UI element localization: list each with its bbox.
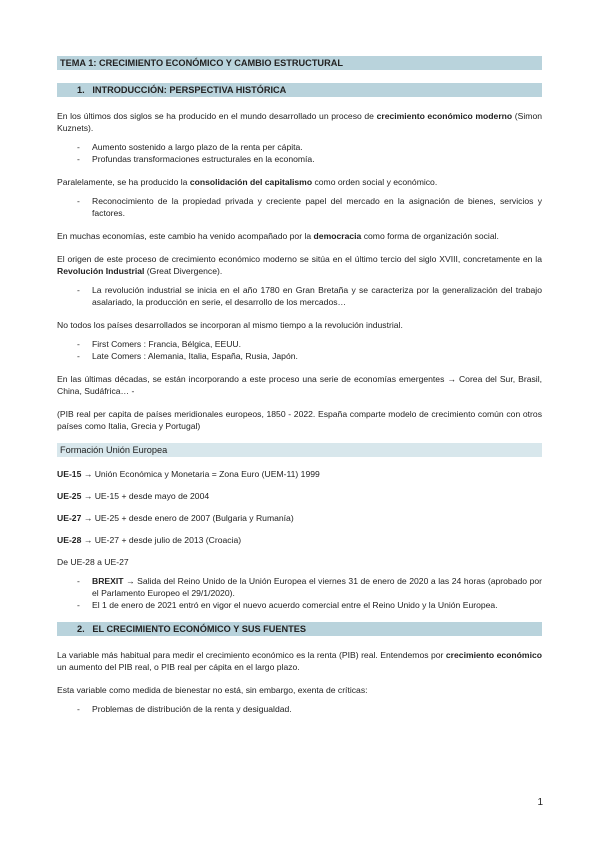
eu-line-ue27: UE-27 → UE-25 + desde enero de 2007 (Bulgaria y Rumanía): [57, 513, 294, 523]
list-3: [57, 284, 542, 308]
paragraph-2: Paralelamente, se ha producido la consolidación del capitalismo como orden social y económico.: [57, 177, 438, 187]
list-1: [57, 141, 542, 165]
page-number: 1: [537, 797, 543, 808]
paragraph-8: De UE-28 a UE-27: [57, 557, 129, 567]
list-item-brexit: - BREXIT → Salida del Reino Unido de la Unión Europea el viernes 31 de enero de 2020 a las 24 horas (aprobado por el Parlamento Europeo el 29/1/2020).: [57, 575, 542, 599]
eu-line-ue15: UE-15 → Unión Económica y Monetaria = Zona Euro (UEM-11) 1999: [57, 469, 320, 479]
list-item: - Problemas de distribución de la renta y desigualdad.: [57, 703, 542, 715]
list-item: - Profundas transformaciones estructurales en la economía.: [57, 153, 542, 165]
paragraph-6: En las últimas décadas, se están incorporando a este proceso una serie de economías emergentes → Corea del Sur, Brasil, China, Sudáfrica… -: [57, 374, 542, 396]
list-5: [57, 575, 542, 611]
eu-line-ue25: UE-25 → UE-15 + desde mayo de 2004: [57, 491, 210, 501]
section-heading-1: 1. INTRODUCCIÓN: PERSPECTIVA HISTÓRICA: [57, 83, 542, 97]
list-item: - Late Comers : Alemania, Italia, España, Rusia, Japón.: [57, 350, 542, 362]
list-2: [57, 195, 542, 219]
list-item: - Reconocimiento de la propiedad privada y creciente papel del mercado en la asignación de bienes, servicios y factores.: [57, 195, 542, 219]
list-item: - Aumento sostenido a largo plazo de la renta per cápita.: [57, 141, 542, 153]
list-item: - El 1 de enero de 2021 entró en vigor el nuevo acuerdo comercial entre el Reino Unido y la Unión Europea.: [57, 599, 542, 611]
paragraph-1: En los últimos dos siglos se ha producido en el mundo desarrollado un proceso de crecimiento económico moderno (Simon Kuznets).: [57, 111, 543, 133]
list-4: [57, 338, 542, 362]
paragraph-9: La variable más habitual para medir el crecimiento económico es la renta (PIB) real. Entendemos por crecimiento económico un aumento del PIB real, o PIB real per cápita en el largo plazo.: [57, 650, 542, 672]
paragraph-7: (PIB real per capita de países meridionales europeos, 1850 - 2022. España comparte modelo de crecimiento común con otros países como Italia, Grecia y Portugal): [57, 409, 542, 431]
document-page: [57, 56, 542, 726]
paragraph-5: No todos los países desarrollados se incorporan al mismo tiempo a la revolución industrial.: [57, 320, 403, 330]
document-title: TEMA 1: CRECIMIENTO ECONÓMICO Y CAMBIO ESTRUCTURAL: [57, 56, 542, 70]
list-6: [57, 703, 542, 715]
list-item: - First Comers : Francia, Bélgica, EEUU.: [57, 338, 542, 350]
eu-formation-header: Formación Unión Europea: [57, 443, 542, 457]
paragraph-3: En muchas economías, este cambio ha venido acompañado por la democracia como forma de organización social.: [57, 231, 499, 241]
list-item: - La revolución industrial se inicia en el año 1780 en Gran Bretaña y se caracteriza por la generalización del trabajo asalariado, la producción en serie, el desarrollo de los mercados…: [57, 284, 542, 308]
paragraph-10: Esta variable como medida de bienestar no está, sin embargo, exenta de críticas:: [57, 685, 368, 695]
paragraph-4: El origen de este proceso de crecimiento económico moderno se sitúa en el último tercio del siglo XVIII, concretamente en la Revolución Industrial (Great Divergence).: [57, 254, 542, 276]
section-heading-2: 2. EL CRECIMIENTO ECONÓMICO Y SUS FUENTES: [57, 622, 542, 636]
eu-line-ue28: UE-28 → UE-27 + desde julio de 2013 (Croacia): [57, 535, 242, 545]
